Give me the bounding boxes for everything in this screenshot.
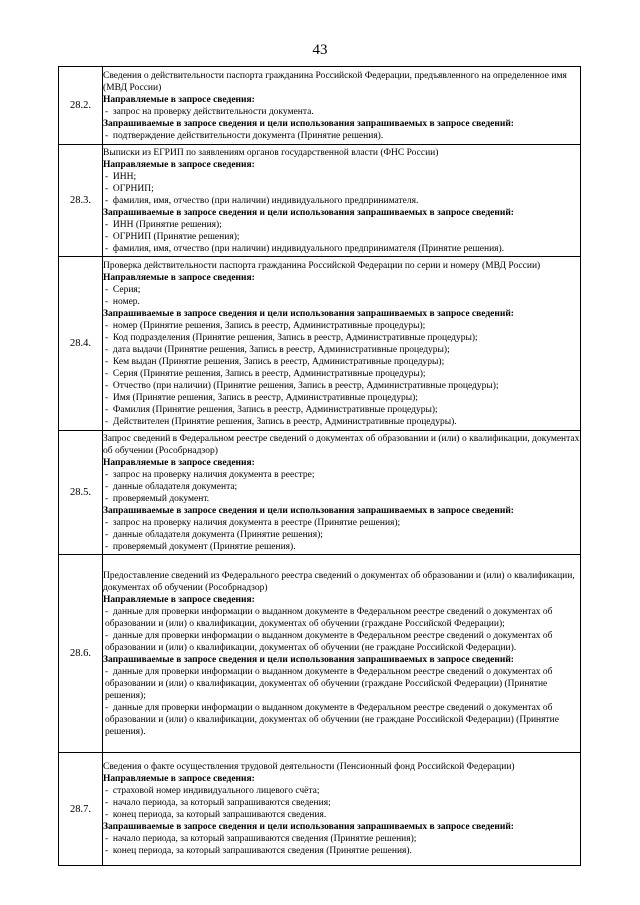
row-title: Сведения о факте осуществления трудовой деятельности (Пенсионный фонд Российской Федерации) — [103, 762, 515, 772]
list-item: - Действителен (Принятие решения, Запись в реестр, Административные процедуры). — [103, 416, 580, 428]
list-item: - Отчество (при наличии) (Принятие решения, Запись в реестр, Административные процедуры); — [103, 380, 580, 392]
list-item: - Серия (Принятие решения, Запись в реестр, Административные процедуры); — [103, 368, 580, 380]
list-item: - данные для проверки информации о выданном документе в Федеральном реестре сведений о документах об образовании и (или) о квалификации, документах об обучении (граждане Российской Федерации) (Принятие решения); — [103, 666, 580, 702]
row-number: 28.5. — [59, 431, 103, 555]
list-item: - ОГРНИП (Принятие решения); — [103, 231, 580, 243]
list-item: - ИНН (Принятие решения); — [103, 219, 580, 231]
row-content — [103, 555, 581, 753]
row-title: Запрос сведений в Федеральном реестре сведений о документах об образовании и (или) о квалификации, документах об обучении (Рособрнадзор) — [103, 433, 580, 456]
page-number: 43 — [312, 42, 328, 58]
list-item: - проверяемый документ (Принятие решения). — [103, 541, 580, 553]
row-content — [103, 145, 581, 257]
list-item: - номер. — [103, 296, 580, 308]
sent-heading: Направляемые в запросе сведения: — [103, 159, 255, 170]
sent-heading: Направляемые в запросе сведения: — [103, 272, 255, 283]
row-content — [103, 753, 581, 866]
list-item: - конец периода, за который запрашиваются сведения (Принятие решения). — [103, 845, 580, 857]
sent-heading: Направляемые в запросе сведения: — [103, 94, 255, 105]
row-title: Предоставление сведений из Федерального реестра сведений о документах об образовании и (или) о квалификации, документах об обучении (Рособрнадзор) — [103, 570, 575, 593]
list-item: - страховой номер индивидуального лицевого счёта; — [103, 785, 580, 797]
table-row — [59, 67, 581, 145]
list-item: - данные для проверки информации о выданном документе в Федеральном реестре сведений о документах об образовании и (или) о квалификации, документах об обучении (не граждане Российской Федерации). — [103, 630, 580, 654]
row-number: 28.7. — [59, 753, 103, 866]
requests-table — [58, 66, 581, 866]
list-item: - запрос на проверку наличия документа в реестре (Принятие решения); — [103, 517, 580, 529]
list-item: - данные обладателя документа; — [103, 481, 580, 493]
list-item: - номер (Принятие решения, Запись в реестр, Административные процедуры); — [103, 320, 580, 332]
row-content — [103, 431, 581, 555]
row-title: Сведения о действительности паспорта гражданина Российской Федерации, предъявленного на определенное имя (МВД России) — [103, 70, 567, 93]
table-row — [59, 753, 581, 866]
req-heading: Запрашиваемые в запросе сведения и цели использования запрашиваемых в запросе сведений: — [103, 654, 514, 665]
row-number: 28.3. — [59, 145, 103, 257]
list-item: - начало периода, за который запрашиваются сведения (Принятие решения); — [103, 833, 580, 845]
row-content — [103, 67, 581, 145]
list-item: - начало периода, за который запрашиваются сведения; — [103, 797, 580, 809]
req-heading: Запрашиваемые в запросе сведения и цели использования запрашиваемых в запросе сведений: — [103, 308, 514, 319]
list-item: - данные для проверки информации о выданном документе в Федеральном реестре сведений о документах об образовании и (или) о квалификации, документах об обучении (граждане Российской Федерации); — [103, 606, 580, 630]
table-row — [59, 431, 581, 555]
table-row — [59, 555, 581, 753]
req-heading: Запрашиваемые в запросе сведения и цели использования запрашиваемых в запросе сведений: — [103, 118, 514, 129]
row-number: 28.2. — [59, 67, 103, 145]
sent-heading: Направляемые в запросе сведения: — [103, 457, 255, 468]
list-item: - данные обладателя документа (Принятие решения); — [103, 529, 580, 541]
table-row — [59, 257, 581, 431]
row-content — [103, 257, 581, 431]
list-item: - Кем выдан (Принятие решения, Запись в реестр, Административные процедуры); — [103, 356, 580, 368]
list-item: - дата выдачи (Принятие решения, Запись в реестр, Административные процедуры); — [103, 344, 580, 356]
row-number: 28.4. — [59, 257, 103, 431]
list-item: - Код подразделения (Принятие решения, Запись в реестр, Административные процедуры); — [103, 332, 580, 344]
req-heading: Запрашиваемые в запросе сведения и цели использования запрашиваемых в запросе сведений: — [103, 207, 514, 218]
list-item: - запрос на проверку действительности документа. — [103, 106, 580, 118]
row-number: 28.6. — [59, 555, 103, 753]
row-title: Проверка действительности паспорта гражданина Российской Федерации по серии и номеру (МВД России) — [103, 260, 541, 271]
list-item: - ОГРНИП; — [103, 183, 580, 195]
list-item: - подтверждение действительности документа (Принятие решения). — [103, 130, 580, 142]
list-item: - фамилия, имя, отчество (при наличии) индивидуального предпринимателя. — [103, 195, 580, 207]
list-item: - запрос на проверку наличия документа в реестре; — [103, 469, 580, 481]
list-item: - проверяемый документ. — [103, 493, 580, 505]
sent-heading: Направляемые в запросе сведения: — [103, 774, 255, 784]
list-item: - Имя (Принятие решения, Запись в реестр, Административные процедуры); — [103, 392, 580, 404]
list-item: - Фамилия (Принятие решения, Запись в реестр, Административные процедуры); — [103, 404, 580, 416]
list-item: - ИНН; — [103, 171, 580, 183]
req-heading: Запрашиваемые в запросе сведения и цели использования запрашиваемых в запросе сведений: — [103, 505, 514, 516]
row-title: Выписки из ЕГРИП по заявлениям органов государственной власти (ФНС России) — [103, 147, 439, 158]
list-item: - фамилия, имя, отчество (при наличии) индивидуального предпринимателя (Принятие решения). — [103, 243, 580, 255]
list-item: - конец периода, за который запрашиваются сведения. — [103, 809, 580, 821]
sent-heading: Направляемые в запросе сведения: — [103, 594, 255, 605]
list-item: - Серия; — [103, 284, 580, 296]
table-row — [59, 145, 581, 257]
list-item: - данные для проверки информации о выданном документе в Федеральном реестре сведений о документах об образовании и (или) о квалификации, документах об обучении (не граждане Российской Федерации) (Принятие решения). — [103, 702, 580, 738]
req-heading: Запрашиваемые в запросе сведения и цели использования запрашиваемых в запросе сведений: — [103, 822, 514, 832]
